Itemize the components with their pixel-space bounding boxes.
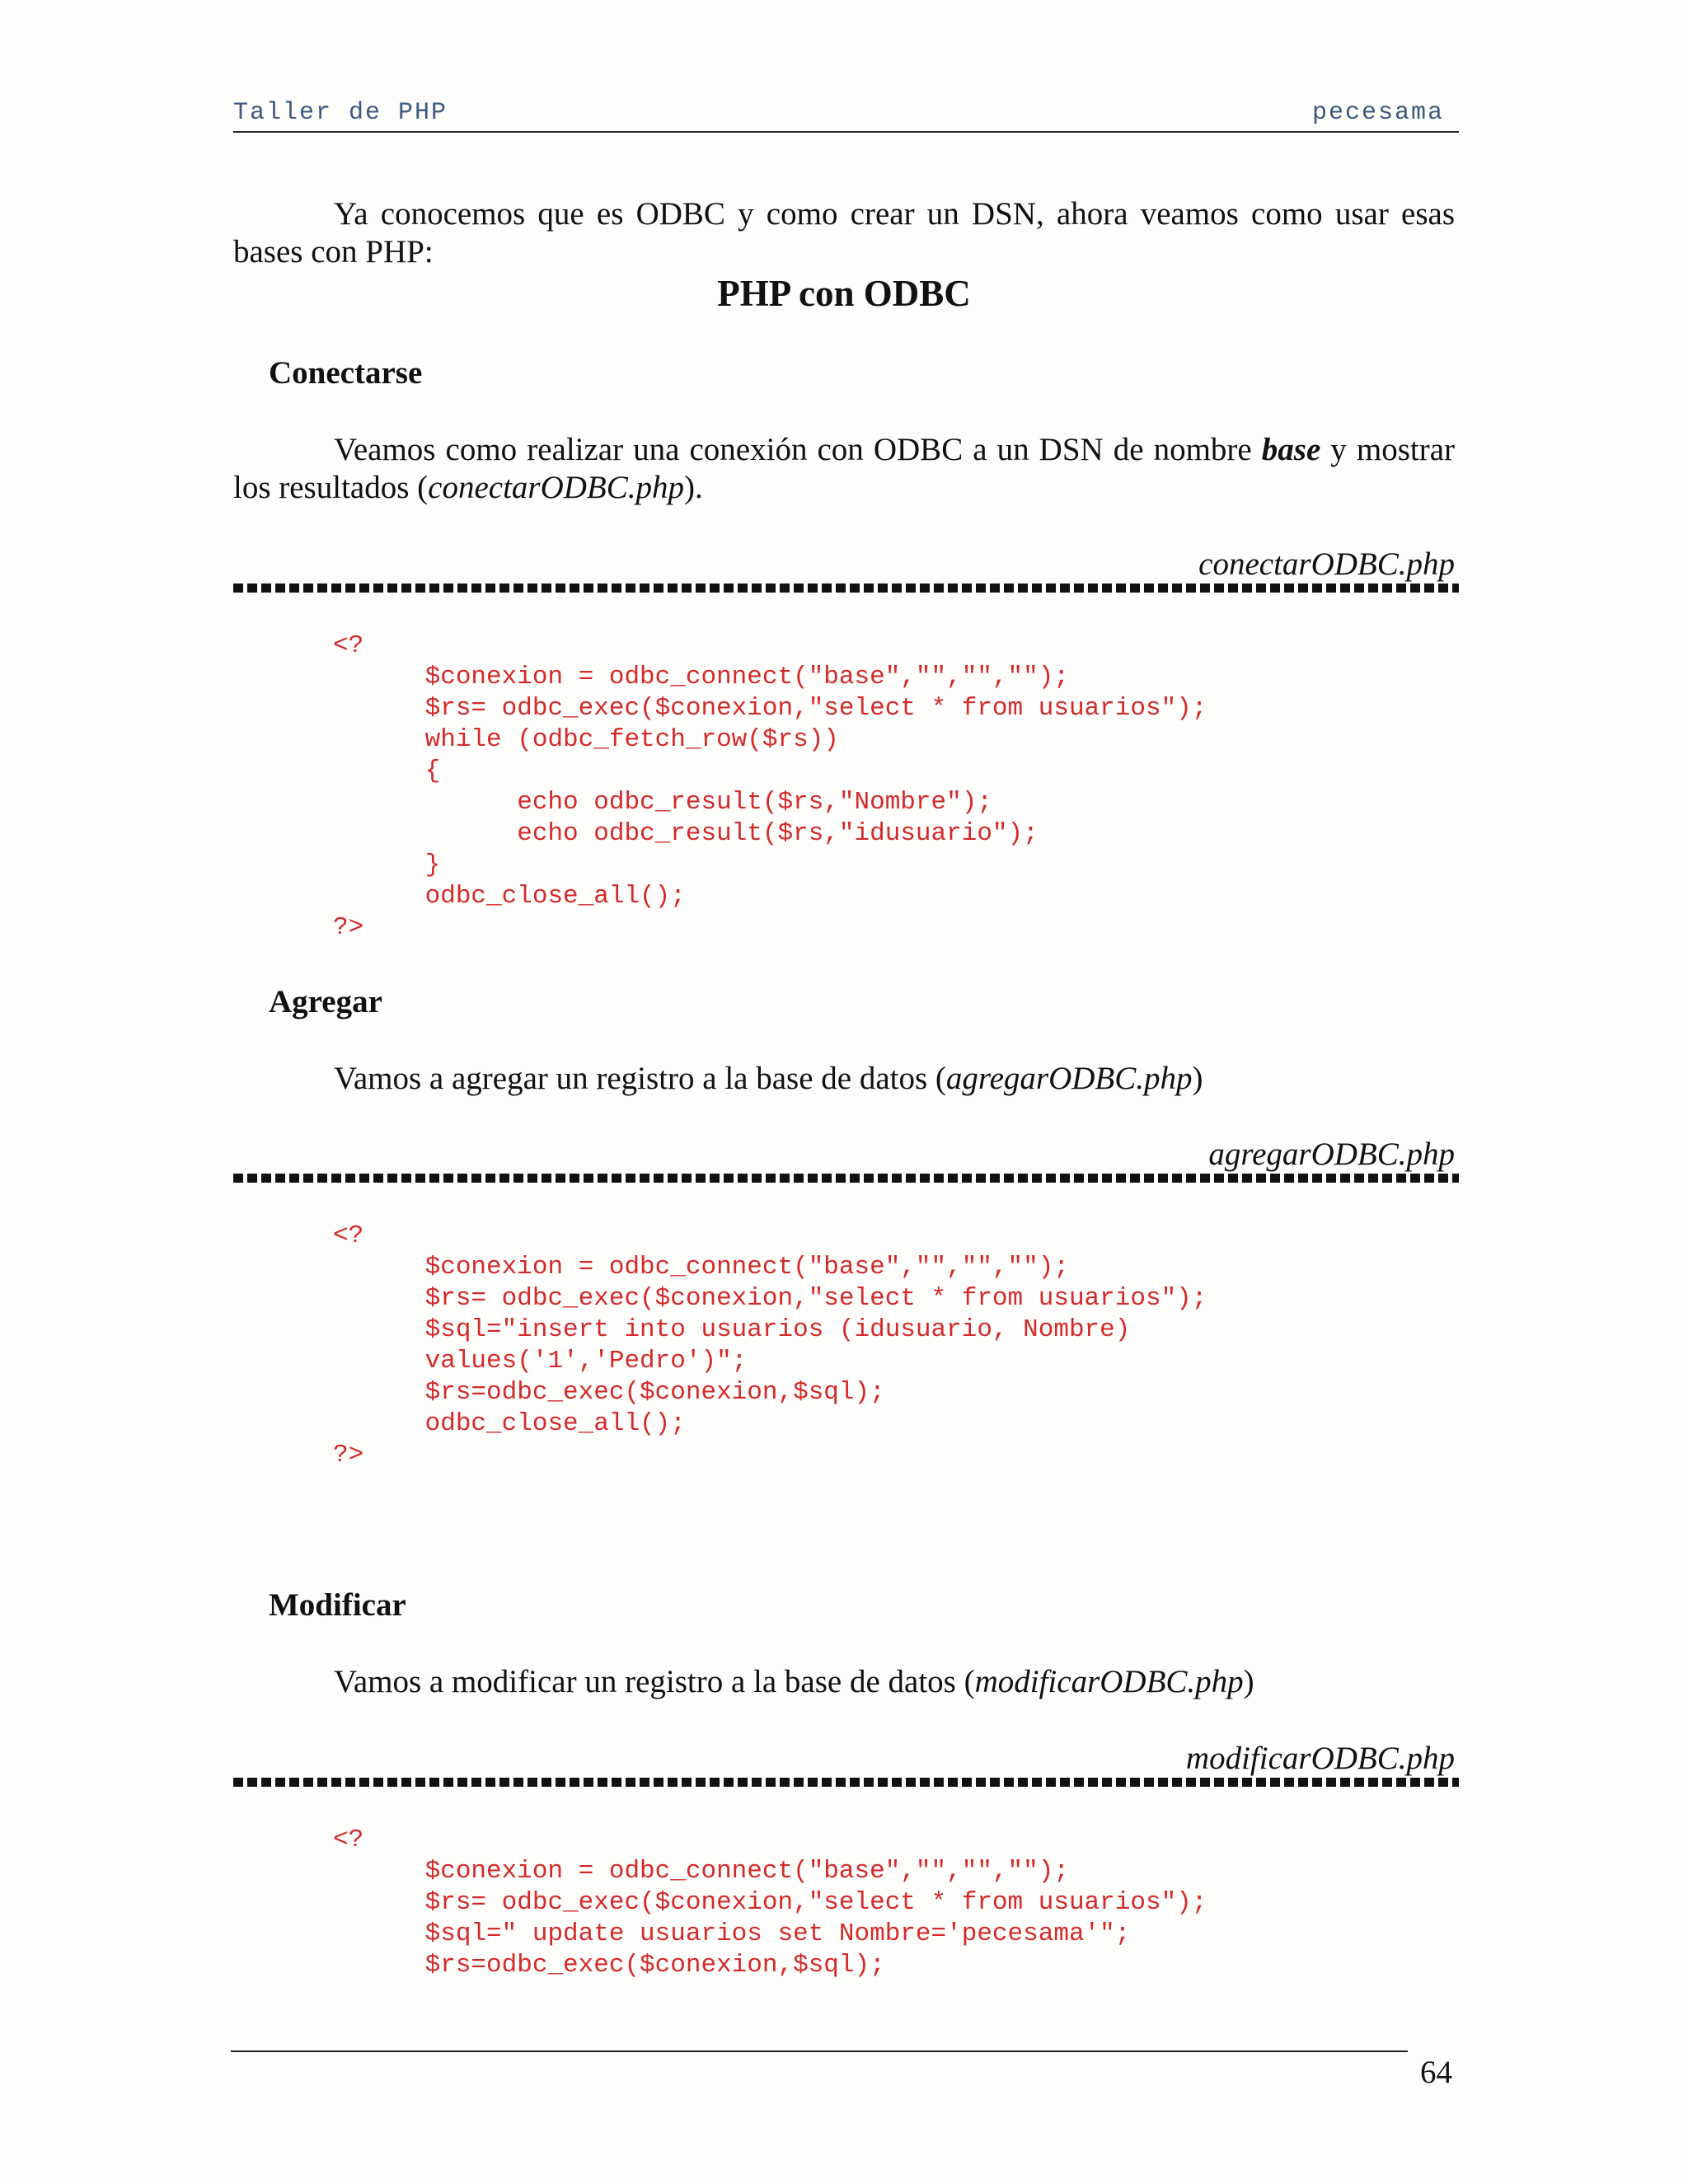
paragraph-text: ): [1243, 1664, 1254, 1699]
paragraph-text: Veamos como realizar una conexión con ODBC a un DSN de nombre: [334, 432, 1262, 467]
paragraph-text: ).: [684, 470, 703, 505]
dotted-separator: [233, 1778, 1459, 1787]
section-paragraph-modificar: [334, 1663, 1254, 1701]
header-rule: [233, 131, 1459, 133]
paragraph-text: y mostrar los resultados (: [233, 432, 1455, 505]
code-filename-label: conectarODBC.php: [1198, 546, 1455, 582]
paragraph-text: ): [1192, 1061, 1203, 1096]
header-title: Taller de PHP: [233, 99, 448, 127]
file-reference: modificarODBC.php: [974, 1664, 1244, 1699]
code-block-conectar: <? $conexion = odbc_connect("base","","",""); $rs= odbc_exec($conexion,"select * from usuarios"); while (odbc_fetch_row($rs)) { echo odbc_result($rs,"Nombre"); echo odbc_result($rs,"idusuario"); } odbc_close_all(); ?>: [333, 631, 1207, 942]
page-number: 64: [1420, 2055, 1452, 2090]
code-block-modificar: <? $conexion = odbc_connect("base","","",""); $rs= odbc_exec($conexion,"select * from usuarios"); $sql=" update usuarios set Nombre='pecesama'"; $rs=odbc_exec($conexion,$sql);: [333, 1825, 1207, 1980]
footer-rule: [231, 2050, 1408, 2052]
file-reference: conectarODBC.php: [428, 470, 684, 505]
code-filename-label: modificarODBC.php: [1185, 1741, 1455, 1776]
dotted-separator: [233, 583, 1459, 593]
code-block-agregar: <? $conexion = odbc_connect("base","","",""); $rs= odbc_exec($conexion,"select * from usuarios"); $sql="insert into usuarios (idusuario, Nombre) values('1','Pedro')"; $rs=odbc_exec($conexion,$sql); odbc_close_all(); ?>: [333, 1221, 1207, 1469]
paragraph-text: Vamos a modificar un registro a la base de datos (: [334, 1664, 975, 1699]
section-paragraph-conectarse: [233, 431, 1455, 507]
code-filename-label: agregarODBC.php: [1208, 1137, 1455, 1172]
section-heading-agregar: Agregar: [269, 984, 382, 1019]
page-title: PHP con ODBC: [717, 273, 971, 314]
section-heading-modificar: Modificar: [269, 1587, 406, 1623]
dotted-separator: [233, 1174, 1459, 1183]
dsn-name: base: [1261, 432, 1321, 467]
running-header: [233, 92, 1459, 132]
section-heading-conectarse: Conectarse: [269, 355, 423, 391]
file-reference: agregarODBC.php: [945, 1061, 1193, 1096]
header-author: pecesama: [1311, 99, 1444, 127]
paragraph-text: Vamos a agregar un registro a la base de datos (: [334, 1061, 946, 1096]
intro-paragraph: Ya conocemos que es ODBC y como crear un DSN, ahora veamos como usar esas bases con PHP:: [233, 196, 1455, 269]
section-paragraph-agregar: [334, 1060, 1203, 1098]
